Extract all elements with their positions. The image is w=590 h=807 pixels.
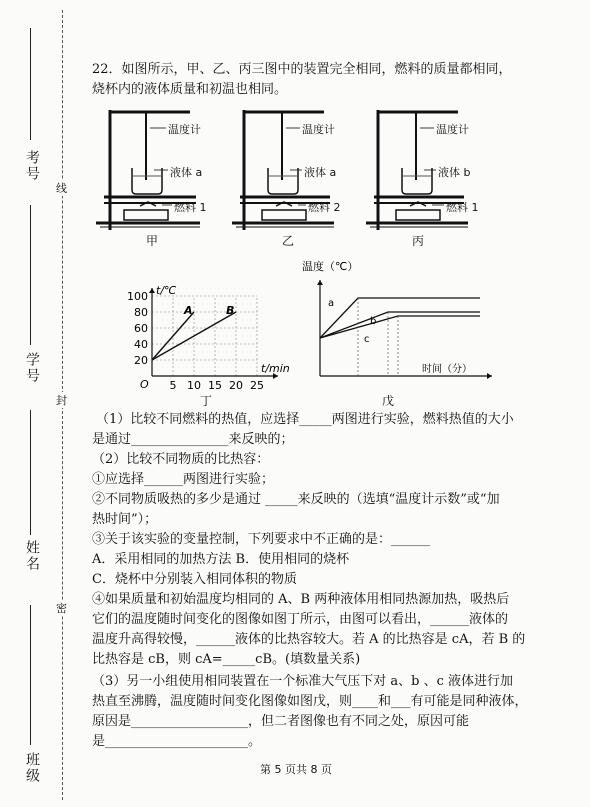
option-c: C．烧杯中分别装入相同体积的物质 (92, 572, 297, 587)
y-axis-arrow (149, 288, 155, 293)
body-p1a: （1）比较不同燃料的热值，应选择_____两图进行实验，燃料热值的大小 (96, 412, 514, 427)
body-p2-1: ①应选择______两图进行实验； (92, 472, 275, 487)
x-axis-label: 时间（分） (422, 364, 472, 375)
origin-label: O (140, 378, 149, 391)
body-p1b: 是通过_______________来反映的； (92, 432, 294, 447)
name-label: 姓名 (24, 540, 40, 572)
bing-caption: 丙 (412, 234, 425, 248)
class-line (30, 605, 31, 745)
body-p4d: 比热容是 cB，则 cA=_____cB。(填数量关系) (92, 652, 361, 667)
question-line-1: 22．如图所示，甲、乙、丙三图中的装置完全相同，燃料的质量都相同， (92, 62, 512, 77)
body-p2: （2）比较不同物质的比热容： (92, 452, 270, 467)
body-p4c: 温度升高得较慢，______液体的比热容较大。若 A 的比热容是 cA，若 B 的 (92, 632, 526, 647)
x-tick-label: 5 (169, 379, 177, 392)
name-line (30, 410, 31, 535)
body-p3d: 是______________________。 (92, 734, 262, 749)
yi-thermometer-label: 温度计 (302, 123, 335, 136)
series-line-c (320, 316, 480, 338)
bing-liquid-label: 液体 b (438, 166, 471, 179)
jia-caption: 甲 (146, 234, 159, 248)
seal-mark-mi: 密 (56, 602, 67, 615)
exam-number-label: 考号 (24, 150, 40, 182)
yi-liquid-label: 液体 a (304, 166, 337, 179)
body-p4b: 它们的温度随时间变化的图像如图丁所示，由图可以看出，______液体的 (92, 612, 509, 627)
body-p2-2a: ②不同物质吸热的多少是通过 _____来反映的（选填“温度计示数”或“加 (92, 492, 500, 507)
series-label-b: b (370, 316, 377, 327)
series-label-a: a (328, 298, 335, 309)
y-tick-label: 60 (134, 322, 148, 335)
jia-liquid-label: 液体 a (170, 166, 203, 179)
seal-mark-xian: 线 (56, 182, 67, 195)
x-tick-label: 15 (208, 379, 222, 392)
jia-thermometer-label: 温度计 (168, 123, 201, 136)
y-axis-label: t/℃ (156, 284, 177, 297)
bing-fuel-label: 燃料 1 (446, 201, 479, 214)
x-tick-label: 20 (229, 379, 243, 392)
x-axis-label: t/min (261, 362, 290, 375)
y-tick-label: 40 (134, 338, 148, 351)
x-tick-label: 10 (187, 379, 201, 392)
graph-wu (302, 258, 502, 388)
yi-fuel-label: 燃料 2 (308, 201, 341, 214)
series-label-A: A (184, 304, 193, 317)
bing-thermometer-label: 温度计 (436, 123, 469, 136)
question-line-2: 烧杯内的液体质量和初温也相同。 (92, 82, 288, 97)
series-label-c: c (364, 334, 370, 345)
y-axis-arrow (317, 280, 323, 285)
y-tick-label: 80 (134, 306, 148, 319)
graph-wu-caption: 戊 (382, 394, 395, 408)
y-axis-label: 温度（℃） (302, 260, 359, 273)
page-footer: 第 5 页共 8 页 (260, 763, 332, 776)
body-p4a: ④如果质量和初始温度均相同的 A、B 两种液体用相同热源加热，吸热后 (92, 592, 510, 607)
body-p2-2b: 热时间”）； (92, 512, 158, 527)
y-tick-label: 100 (127, 290, 148, 303)
option-ab: A．采用相同的加热方法 B．使用相同的烧杯 (92, 552, 350, 567)
class-label: 班级 (24, 752, 40, 784)
student-id-label: 学号 (24, 352, 40, 384)
series-label-B: B (226, 304, 235, 317)
body-p3b: 热直至沸腾，温度随时间变化图像如图戊，则____和___有可能是同种液体， (92, 694, 528, 709)
x-axis-arrow (487, 373, 492, 379)
series-line-a (320, 298, 480, 338)
graph-ding-caption: 丁 (200, 394, 213, 408)
graph-ding (118, 282, 318, 402)
body-p3a: （3）另一小组使用相同装置在一个标准大气压下对 a、b 、c 液体进行加 (92, 674, 514, 689)
body-p2-3: ③关于该实验的变量控制，下列要求中不正确的是：______ (92, 532, 431, 547)
y-tick-label: 20 (134, 354, 148, 367)
body-p3c: 原因是__________________，但二者图像也有不同之处，原因可能 (92, 714, 470, 729)
x-tick-label: 25 (250, 379, 264, 392)
seal-mark-feng: 封 (56, 394, 67, 407)
jia-fuel-label: 燃料 1 (174, 201, 207, 214)
yi-caption: 乙 (282, 234, 295, 248)
